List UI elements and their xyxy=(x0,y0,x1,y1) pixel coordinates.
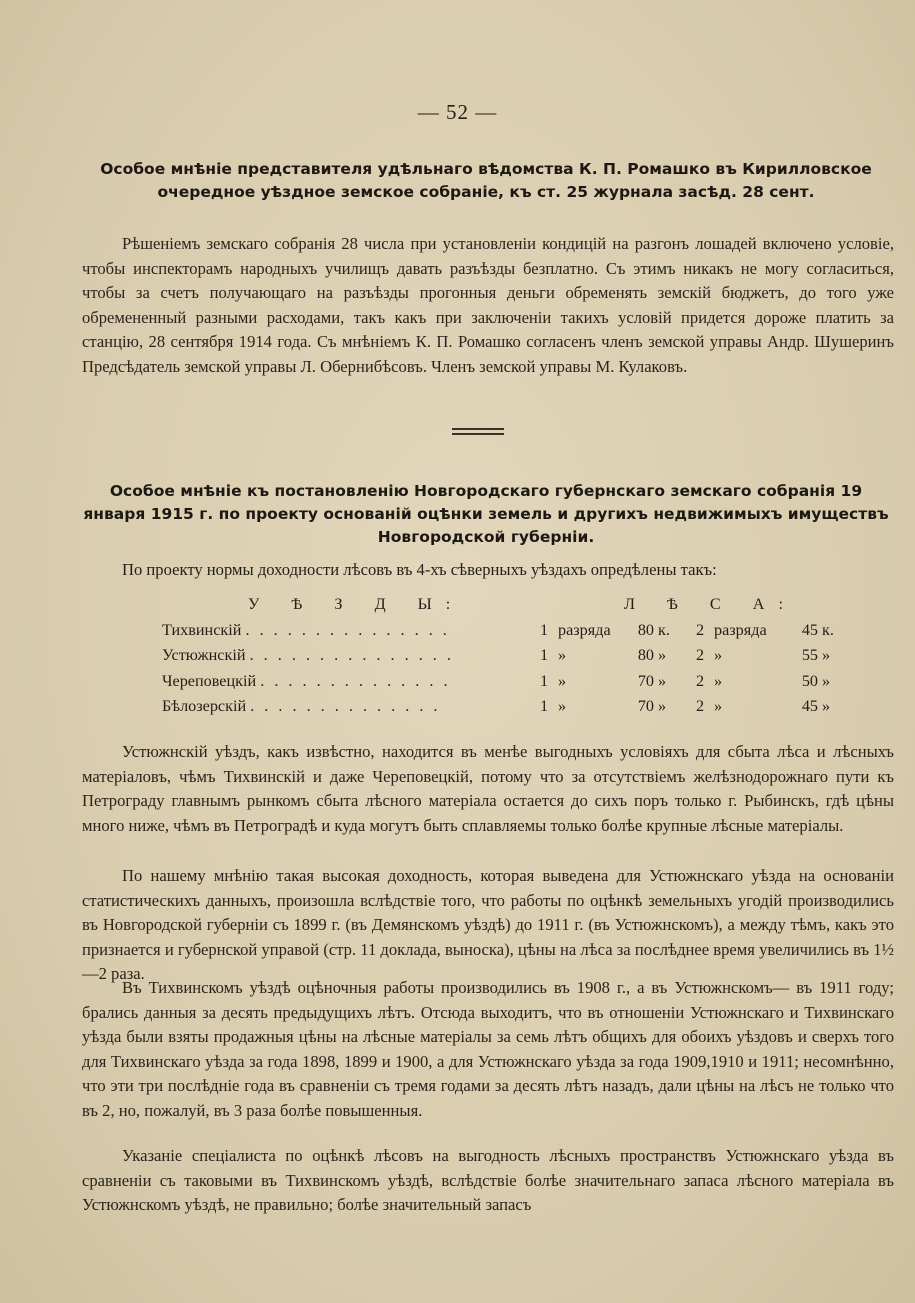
table-cell-c6: » xyxy=(714,646,723,664)
table-cell-c2: » xyxy=(558,671,567,690)
table-cell-c2: » xyxy=(558,697,567,715)
uezd-name-cell xyxy=(162,643,534,669)
table-cell-c3: 80 xyxy=(637,620,654,639)
table-cell-c6: » xyxy=(714,697,723,715)
table-cell-c5: 2 xyxy=(695,646,705,664)
table-cell-c3: 80 xyxy=(637,646,654,664)
table-cell-c1: 1 xyxy=(539,697,549,715)
table-cell-c4: к. xyxy=(658,620,670,639)
table-row xyxy=(162,643,842,669)
section2-paragraph-2: По нашему мнѣнію такая высокая доходность, которая выведена для Устюжнскаго уѣзда на основаніи статистическихъ данныхъ, произошла вслѣдствіе того, что работы по оцѣнкѣ земельныхъ угодій производились въ Новгородской губерніи съ 1899 г. (въ Демянскомъ уѣздѣ) до 1911 г. (въ Устюжнскомъ), а между тѣмъ, какъ это признается и губернской управой (стр. 11 доклада, выноска), цѣны на лѣса за послѣднее время увеличились въ 1½—2 раза. xyxy=(82,866,894,984)
uezd-name-cell xyxy=(162,694,534,720)
table-cell-c7: 45 xyxy=(801,620,818,639)
table-cell-c1: 1 xyxy=(539,671,549,690)
table-cell-c2: » xyxy=(558,646,567,664)
table-cell-c8: к. xyxy=(822,620,834,639)
table-cell-c1: 1 xyxy=(539,646,549,664)
table-cell-c8: » xyxy=(822,697,831,715)
section2-paragraph-3: Въ Тихвинскомъ уѣздѣ оцѣночныя работы производились въ 1908 г., а въ Устюжнскомъ— въ 1911 году; брались данныя за десять предыдущихъ лѣтъ. Отсюда выходитъ, что въ отношеніи Устюжнскаго и Тихвинскаго уѣзда были взяты продажныя цѣны на лѣсные матеріалы за семь лѣтъ общихъ для обоихъ уѣздовъ и сверхъ того для Тихвинскаго уѣзда за года 1898, 1899 и 1900, а для Устюжнскаго уѣзда за года 1909,1910 и 1911; несомнѣнно, что эти три послѣдніе года въ сравненіи съ тремя годами за десять лѣтъ назадъ, дали цѣны на лѣсъ не только что въ 2, но, пожалуй, въ 3 раза болѣе повышенныя. xyxy=(82,978,894,1120)
table-cell-c3: 70 xyxy=(637,697,654,715)
table-cell-c7: 45 xyxy=(801,697,818,715)
table-row xyxy=(162,694,842,720)
section2-intro: По проекту нормы доходности лѣсовъ въ 4-хъ сѣверныхъ уѣздахъ опредѣлены такъ: xyxy=(122,560,717,579)
section2-paragraph-1: Устюжнскій уѣздъ, какъ извѣстно, находится въ менѣе выгодныхъ условіяхъ для сбыта лѣса и лѣсныхъ матеріаловъ, чѣмъ Тихвинскій и даже Череповецкій, потому что за отсутствіемъ желѣзнодорожнаго пути къ Петрограду главнымъ рынкомъ сбыта лѣсного матеріала остается до сихъ поръ только г. Рыбинскъ, гдѣ цѣны много ниже, чѣмъ въ Петроградѣ и куда могутъ быть сплавляемы только болѣе крупные лѣсные матеріалы. xyxy=(82,742,894,835)
table-cell-c8: » xyxy=(822,671,831,690)
uezd-name: Устюжнскій xyxy=(162,646,246,664)
page-number: — 52 — xyxy=(417,100,498,124)
table-cell-c4: » xyxy=(658,646,667,664)
table-cell-c3: 70 xyxy=(637,671,654,690)
uezd-name-cell xyxy=(162,618,534,644)
section-divider xyxy=(452,428,504,438)
table-cell-c2: разряда xyxy=(558,620,611,639)
section1-heading: Особое мнѣніе представителя удѣльнаго вѣдомства К. П. Ромашко въ Кирилловское очередное уѣздное земское собраніе, къ ст. 25 журнала засѣд. 28 сент. xyxy=(100,160,872,201)
forest-yield-table xyxy=(162,592,842,720)
table-row xyxy=(162,618,842,644)
header-uezdy: У Ѣ З Д Ы: xyxy=(248,595,465,613)
leader-dots: . . . . . . . . . . . . . . xyxy=(250,697,441,715)
uezd-name: Бѣлозерскій xyxy=(162,697,247,715)
leader-dots: . . . . . . . . . . . . . . xyxy=(260,671,451,690)
header-lesa: Л Ѣ С А: xyxy=(624,595,797,613)
table-row xyxy=(162,669,842,695)
section2-heading: Особое мнѣніе къ постановленію Новгородскаго губернскаго земскаго собранія 19 января 1915 г. по проекту основаній оцѣнки земель и другихъ недвижимыхъ имуществъ Новгородской губерніи. xyxy=(83,482,889,546)
table-header-row xyxy=(162,592,842,618)
table-cell-c4: » xyxy=(658,697,667,715)
section2-paragraph-4: Указаніе спеціалиста по оцѣнкѣ лѣсовъ на выгодность лѣсныхъ пространствъ Устюжнскаго уѣзда въ сравненіи съ таковыми въ Тихвинскомъ уѣздѣ, вслѣдствіе болѣе значительнаго запаса лѣсного матеріала въ Устюжнскомъ уѣздѣ, не правильно; болѣе значительный запасъ xyxy=(82,1146,894,1215)
leader-dots: . . . . . . . . . . . . . . . xyxy=(249,646,454,664)
table-cell-c5: 2 xyxy=(695,671,705,690)
uezd-name-cell xyxy=(162,669,534,695)
table-cell-c1: 1 xyxy=(539,620,549,639)
table-cell-c4: » xyxy=(658,671,667,690)
uezd-name: Череповецкій xyxy=(162,671,257,690)
leader-dots: . . . . . . . . . . . . . . . xyxy=(245,620,450,639)
table-cell-c8: » xyxy=(822,646,831,664)
table-cell-c6: » xyxy=(714,671,723,690)
table-cell-c6: разряда xyxy=(714,620,767,639)
uezd-name: Тихвинскій xyxy=(162,620,242,639)
table-cell-c5: 2 xyxy=(695,697,705,715)
table-cell-c7: 55 xyxy=(801,646,818,664)
section1-paragraph: Рѣшеніемъ земскаго собранія 28 числа при установленіи кондицій на разгонъ лошадей включено условіе, чтобы инспекторамъ народныхъ училищъ давать разъѣзды безплатно. Съ этимъ никакъ не могу согласиться, чтобы за счетъ получающаго на разъѣзды прогонныя деньги обременять земскій бюджетъ, до того уже обремененный разными расходами, такъ какъ при заключеніи такихъ условій придется дороже платить за станцію, 28 сентября 1914 года. Съ мнѣніемъ К. П. Ромашко согласенъ членъ земской управы Андр. Шушеринъ Предсѣдатель земской управы Л. Обернибѣсовъ. Членъ земской управы М. Кулаковъ. xyxy=(82,234,894,376)
table-cell-c7: 50 xyxy=(801,671,818,690)
table-cell-c5: 2 xyxy=(695,620,705,639)
